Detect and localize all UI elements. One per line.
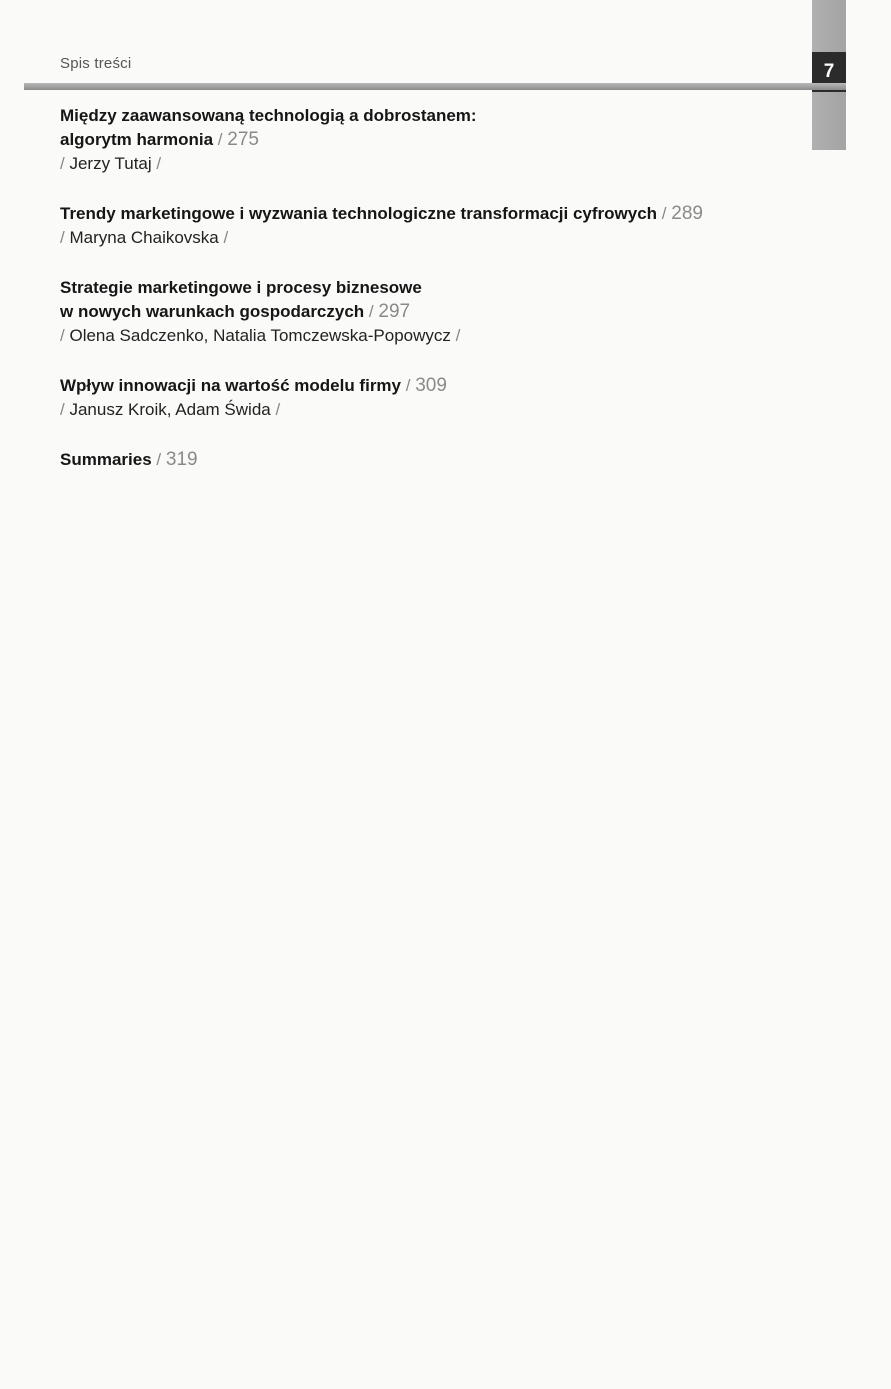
separator: / xyxy=(217,130,223,149)
separator: / xyxy=(368,302,374,321)
title-line-with-page xyxy=(60,374,820,398)
entry-authors xyxy=(60,398,820,422)
page-number: 7 xyxy=(812,52,846,92)
separator: / xyxy=(405,376,411,395)
toc-entry[interactable] xyxy=(60,276,820,348)
entry-authors xyxy=(60,152,820,176)
separator: / xyxy=(60,400,65,419)
page-ref: 309 xyxy=(415,375,447,396)
title-line-with-page xyxy=(60,300,820,324)
entry-title xyxy=(60,104,820,152)
separator: / xyxy=(661,204,667,223)
page-ref: 289 xyxy=(671,203,703,224)
separator: / xyxy=(455,326,461,345)
separator: / xyxy=(223,228,229,247)
separator: / xyxy=(60,154,65,173)
separator: / xyxy=(275,400,281,419)
author-names: Olena Sadczenko, Natalia Tomczewska-Popowycz xyxy=(69,326,451,345)
author-names: Janusz Kroik, Adam Świda xyxy=(69,400,271,419)
separator: / xyxy=(60,228,65,247)
title-line: Między zaawansowaną technologią a dobrostanem: xyxy=(60,106,477,125)
separator: / xyxy=(60,326,65,345)
title-line-with-page xyxy=(60,202,820,226)
toc-entry[interactable] xyxy=(60,374,820,422)
title-line: Strategie marketingowe i procesy biznesowe xyxy=(60,278,422,297)
page-ref: 275 xyxy=(227,129,259,150)
title-line-with-page xyxy=(60,448,820,472)
header-rule xyxy=(24,83,846,90)
entry-title xyxy=(60,202,820,226)
table-of-contents xyxy=(60,104,820,498)
toc-entry[interactable] xyxy=(60,104,820,176)
running-header: Spis treści xyxy=(60,55,132,72)
toc-entry[interactable] xyxy=(60,448,820,472)
entry-title xyxy=(60,448,820,472)
entry-authors xyxy=(60,324,820,348)
toc-entry[interactable] xyxy=(60,202,820,250)
page-ref: 297 xyxy=(378,301,411,322)
entry-title xyxy=(60,276,820,324)
author-names: Jerzy Tutaj xyxy=(69,154,152,173)
title-line: Trendy marketingowe i wyzwania technologiczne transformacji cyfrowych xyxy=(60,204,658,223)
title-line-with-page xyxy=(60,128,820,152)
page-ref: 319 xyxy=(165,449,198,470)
title-line: w nowych warunkach gospodarczych xyxy=(60,302,365,321)
separator: / xyxy=(156,154,162,173)
separator: / xyxy=(156,450,162,469)
title-line: algorytm harmonia xyxy=(60,130,214,149)
author-names: Maryna Chaikovska xyxy=(69,228,219,247)
title-line: Wpływ innowacji na wartość modelu firmy xyxy=(60,376,402,395)
entry-authors xyxy=(60,226,820,250)
entry-title xyxy=(60,374,820,398)
title-line: Summaries xyxy=(60,450,152,469)
